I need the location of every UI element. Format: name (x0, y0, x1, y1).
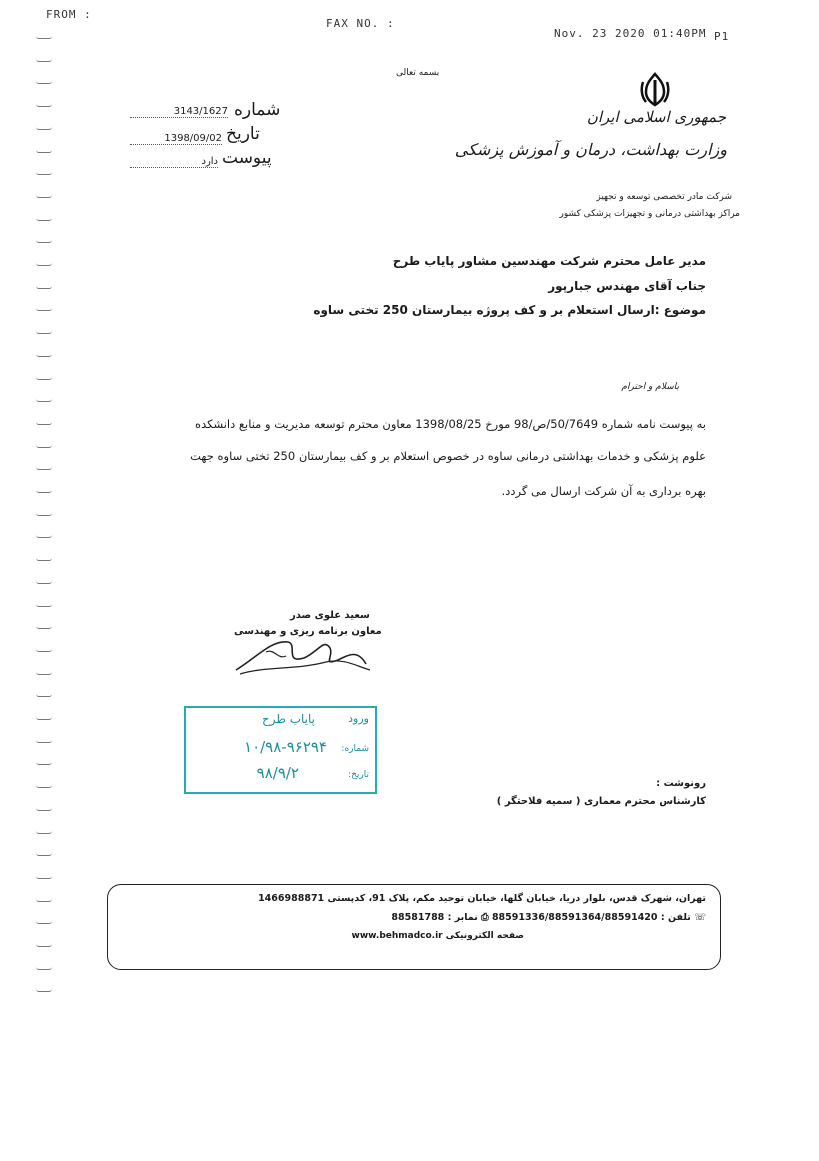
margin-mark (36, 899, 52, 902)
margin-mark (36, 626, 52, 629)
phone-icon: ☏ (694, 912, 706, 923)
signer-title: معاون برنامه ریزی و مهندسی (234, 626, 382, 637)
received-stamp (184, 706, 377, 794)
footer-site-label: صفحه الکترونیکی (445, 931, 524, 941)
company-line1: شرکت مادر تخصصی توسعه و تجهیز (596, 192, 732, 202)
margin-mark (36, 81, 52, 84)
stamp-date-label: تاریخ: (348, 770, 369, 780)
attachment-label: پیوست (222, 148, 272, 168)
cc-line: کارشناس محترم معماری ( سمیه فلاحتگر ) (496, 796, 706, 807)
margin-mark (36, 331, 52, 334)
handwritten-signature (226, 630, 376, 680)
margin-mark (36, 490, 52, 493)
fax-margin-marks (36, 36, 58, 1036)
fax-from-label: FROM : (46, 8, 92, 21)
body-line1: به پیوست نامه شماره 50/7649/ص/98 مورخ 1398/08/25 معاون محترم توسعه مدیریت و منابع دانشکده (195, 417, 706, 431)
footer-address: تهران، شهرک قدس، بلوار دریا، خیابان گلها، خیابان توحید مکم، پلاک 91، کدپستی 1466988871 (258, 893, 706, 904)
margin-mark (36, 195, 52, 198)
margin-mark (36, 967, 52, 970)
margin-mark (36, 263, 52, 266)
ministry-line2: وزارت بهداشت، درمان و آموزش پزشکی (454, 140, 727, 159)
margin-mark (36, 558, 52, 561)
margin-mark (36, 104, 52, 107)
margin-mark (36, 422, 52, 425)
subject-line: موضوع :ارسال استعلام بر و کف پروژه بیمارستان 250 تختی ساوه (313, 303, 706, 317)
margin-mark (36, 172, 52, 175)
margin-mark (36, 604, 52, 607)
margin-mark (36, 513, 52, 516)
signer-name: سعید علوی صدر (290, 610, 370, 621)
margin-mark (36, 377, 52, 380)
margin-mark (36, 831, 52, 834)
number-value: 3143/1627 (130, 106, 228, 118)
basmala: بسمه تعالی (396, 68, 440, 78)
margin-mark (36, 535, 52, 538)
margin-mark (36, 581, 52, 584)
margin-mark (36, 467, 52, 470)
margin-mark (36, 785, 52, 788)
greeting: باسلام و احترام (621, 382, 679, 392)
margin-mark (36, 740, 52, 743)
margin-mark (36, 36, 52, 39)
margin-mark (36, 694, 52, 697)
footer-fax: 88581788 (391, 912, 445, 923)
margin-mark (36, 308, 52, 311)
margin-mark (36, 762, 52, 765)
stamp-label: ورود (348, 712, 369, 725)
margin-mark (36, 808, 52, 811)
stamp-company: پایاب طرح (261, 712, 315, 726)
margin-mark (36, 218, 52, 221)
margin-mark (36, 286, 52, 289)
attachment-value: دارد (130, 156, 218, 168)
margin-mark (36, 240, 52, 243)
company-line2: مراکز بهداشتی درمانی و تجهیزات پزشکی کشور (559, 209, 740, 219)
footer-site-row (352, 931, 524, 941)
ministry-line1: جمهوری اسلامی ایران (586, 108, 726, 126)
fax-page: P1 (714, 30, 730, 43)
fax-icon: ⎙ (481, 912, 489, 923)
date-value: 1398/09/02 (130, 133, 222, 145)
footer-contact-box (107, 884, 721, 970)
stamp-date-value: ۹۸/۹/۲ (256, 764, 299, 782)
margin-mark (36, 876, 52, 879)
recipient-line2: جناب آقای مهندس جبارپور (548, 279, 706, 293)
recipient-line1: مدیر عامل محترم شرکت مهندسین مشاور پایاب طرح (392, 254, 706, 268)
fax-timestamp: Nov. 23 2020 01:40PM (554, 27, 707, 40)
stamp-number-value: ۱۰/۹۸-۹۶۲۹۴ (244, 738, 327, 756)
footer-phone-label: تلفن : (660, 912, 691, 923)
margin-mark (36, 445, 52, 448)
footer-website[interactable]: www.behmadco.ir (351, 931, 443, 941)
margin-mark (36, 59, 52, 62)
body-line3: بهره برداری به آن شرکت ارسال می گردد. (501, 484, 706, 498)
fax-number-label: FAX NO. : (326, 17, 395, 30)
margin-mark (36, 853, 52, 856)
margin-mark (36, 944, 52, 947)
margin-mark (36, 649, 52, 652)
number-label: شماره (234, 100, 281, 120)
margin-mark (36, 921, 52, 924)
margin-mark (36, 399, 52, 402)
date-label: تاریخ (226, 124, 260, 144)
footer-phone-row (391, 912, 706, 923)
margin-mark (36, 717, 52, 720)
body-line2: علوم پزشکی و خدمات بهداشتی درمانی ساوه در خصوص استعلام بر و کف بیمارستان 250 تختی ساوه جهت (190, 449, 706, 463)
footer-fax-label: نمابر : (447, 912, 478, 923)
margin-mark (36, 672, 52, 675)
footer-phone: 88591336/88591364/88591420 (491, 912, 658, 923)
margin-mark (36, 989, 52, 992)
margin-mark (36, 354, 52, 357)
iran-emblem-icon (638, 72, 672, 108)
stamp-number-label: شماره: (341, 744, 369, 754)
margin-mark (36, 127, 52, 130)
margin-mark (36, 150, 52, 153)
cc-label: رونوشت : (656, 778, 706, 789)
